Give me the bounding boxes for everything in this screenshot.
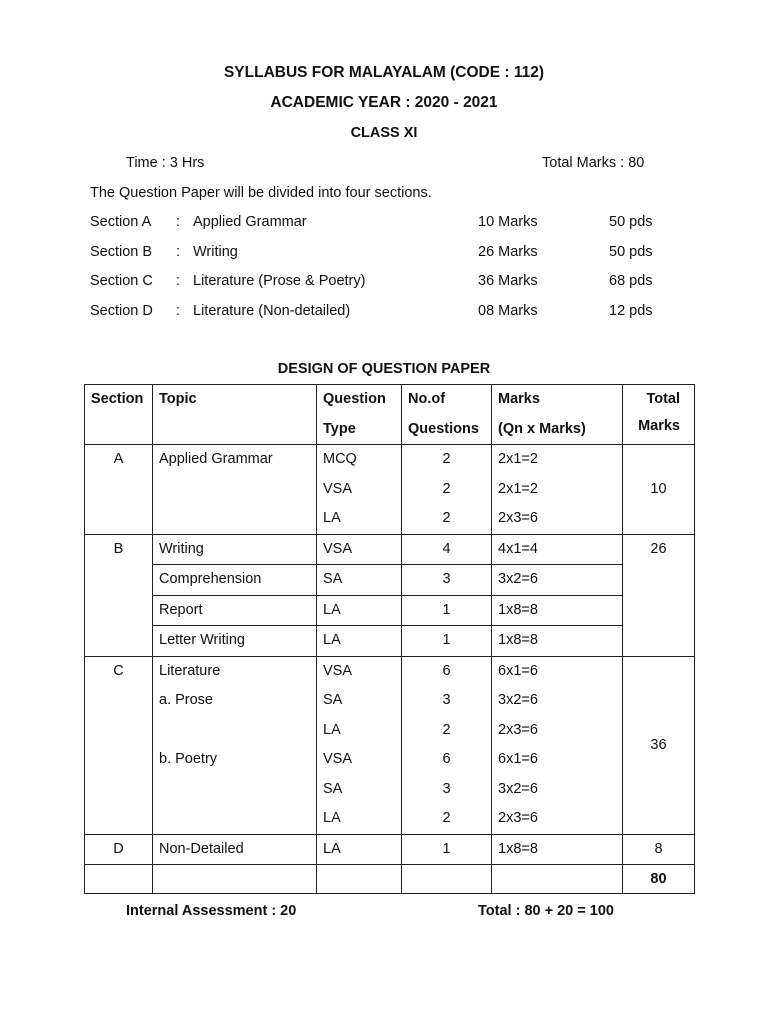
topic-cell [153,595,317,626]
marks-text: 2x1=2 [498,451,538,467]
topic-text [153,804,316,834]
section-name: Section D [90,303,153,319]
header-section: Section [85,385,153,445]
section-cell [85,834,153,865]
type-text: LA [323,721,341,738]
group-total-value: 8 [654,840,663,857]
marks-text: 3x2=6 [498,692,538,708]
section-sep: : [176,244,181,260]
group-total-value: 26 [650,540,667,557]
type-text: VSA [323,751,353,767]
type-text: SA [323,692,343,708]
marks-cell [492,595,623,626]
group-total-cell [623,534,695,656]
num-text: 2 [442,510,451,526]
section-sep: : [176,303,181,319]
topic-text: a. Prose [159,692,213,708]
topic-cell [153,656,317,834]
section-cell [85,656,153,834]
topic-text: Comprehension [159,571,262,587]
header-no-of-questions: No.of Questions [402,385,492,445]
table-row [85,626,695,657]
academic-year: ACADEMIC YEAR : 2020 - 2021 [270,94,498,111]
section-topic: Literature (Non-detailed) [193,303,351,319]
table-row [85,595,695,626]
num-text: 3 [442,692,451,708]
num-text: 3 [442,780,451,797]
section-letter: C [113,662,124,679]
section-cell [85,534,153,656]
section-name: Section B [90,244,153,260]
group-total-value: 36 [650,737,667,753]
marks-text: 3x2=6 [498,571,538,587]
num-cell [402,626,492,657]
num-cell [402,595,492,626]
marks-cell [492,565,623,596]
type-cell [317,656,402,834]
type-cell [317,565,402,596]
topic-cell [153,834,317,865]
topic-text [153,504,316,534]
num-text: 2 [442,721,451,738]
section-sep: : [176,273,181,289]
section-cell [85,445,153,535]
header-total-marks: Total Marks [623,385,695,445]
type-text: MCQ [323,451,357,467]
marks-text: 2x1=2 [498,480,538,497]
marks-text: 4x1=4 [498,540,538,557]
table-total-row [85,865,695,894]
marks-text: 1x8=8 [498,601,538,618]
table-cell [492,865,623,894]
table-row [85,656,695,834]
section-periods: 50 pds [609,244,653,260]
group-total-wrap [623,445,694,534]
section-topic: Literature (Prose & Poetry) [193,273,366,289]
section-letter: A [113,451,124,467]
num-text: 6 [442,662,451,679]
table-row [85,834,695,865]
num-cell [402,565,492,596]
section-row-b [90,244,690,266]
num-cell [402,445,492,535]
type-text: LA [323,810,341,826]
group-total-cell [623,445,695,535]
section-periods: 50 pds [609,214,653,230]
type-cell [317,834,402,865]
type-text: VSA [323,662,353,679]
topic-text: Writing [159,540,204,557]
topic-text: Report [159,601,203,618]
table-cell [85,865,153,894]
type-cell [317,595,402,626]
topic-text [153,775,316,805]
section-row-c [90,273,690,295]
section-periods: 68 pds [609,273,653,289]
section-row-d [90,303,690,325]
type-text: LA [323,840,341,857]
total-marks-label: Total Marks : 80 [542,155,645,171]
section-marks: 36 Marks [478,273,538,289]
section-marks: 26 Marks [478,244,538,260]
type-text: VSA [323,540,353,557]
section-row-a [90,214,690,236]
marks-text: 2x3=6 [498,810,538,826]
num-text: 2 [442,480,451,497]
marks-text: 3x2=6 [498,780,538,797]
topic-cell [153,565,317,596]
section-name: Section C [90,273,153,289]
overall-total: Total : 80 + 20 = 100 [478,903,614,919]
section-marks: 08 Marks [478,303,538,319]
topic-text: b. Poetry [159,751,218,767]
type-text: SA [323,571,343,587]
section-letter: D [113,840,124,857]
num-text: 4 [442,540,451,557]
num-text: 1 [442,632,451,648]
topic-text: Letter Writing [159,632,245,648]
header-marks: Marks (Qn x Marks) [492,385,623,445]
num-cell [402,656,492,834]
num-text: 2 [442,810,451,826]
table-row [85,565,695,596]
type-cell [317,445,402,535]
marks-text: 2x3=6 [498,721,538,738]
num-cell [402,534,492,565]
question-paper-table [84,384,695,894]
group-total-cell [623,834,695,865]
topic-text [153,475,316,505]
topic-text: Non-Detailed [159,840,244,857]
num-text: 6 [442,751,451,767]
topic-text: Applied Grammar [159,451,273,467]
marks-cell [492,626,623,657]
header-question-type: Question Type [317,385,402,445]
section-name: Section A [90,214,152,230]
table-row [85,534,695,565]
table-cell [317,865,402,894]
type-text: LA [323,601,341,618]
topic-text [153,716,316,746]
marks-text: 1x8=8 [498,840,538,857]
type-cell [317,534,402,565]
time-label: Time : 3 Hrs [126,155,205,171]
section-topic: Applied Grammar [193,214,307,230]
table-cell [402,865,492,894]
num-text: 2 [442,451,451,467]
num-text: 3 [442,571,451,587]
section-periods: 12 pds [609,303,653,319]
type-text: LA [323,632,341,648]
type-text: SA [323,780,343,797]
marks-cell [492,534,623,565]
marks-text: 2x3=6 [498,510,538,526]
marks-cell [492,656,623,834]
section-marks: 10 Marks [478,214,538,230]
group-total-value: 10 [650,481,667,498]
grand-total-cell [623,865,695,894]
table-row [85,445,695,535]
grand-total-value: 80 [650,871,667,887]
topic-cell [153,626,317,657]
table-cell [153,865,317,894]
group-total-wrap [623,657,694,834]
table-header-row [85,385,695,445]
topic-cell [153,445,317,535]
intro-text: The Question Paper will be divided into four sections. [90,185,432,201]
type-text: VSA [323,480,353,497]
design-title: DESIGN OF QUESTION PAPER [277,361,491,377]
page-title: SYLLABUS FOR MALAYALAM (CODE : 112) [223,64,545,81]
num-text: 1 [442,840,451,857]
section-sep: : [176,214,181,230]
marks-text: 6x1=6 [498,662,538,679]
section-topic: Writing [193,244,238,260]
marks-text: 1x8=8 [498,632,538,648]
topic-text: Literature [159,662,221,679]
type-cell [317,626,402,657]
marks-text: 6x1=6 [498,751,538,767]
class-label: CLASS XI [350,125,418,141]
internal-assessment: Internal Assessment : 20 [126,903,297,919]
type-text: LA [323,510,341,526]
num-text: 1 [442,601,451,618]
num-cell [402,834,492,865]
marks-cell [492,834,623,865]
header-topic: Topic [153,385,317,445]
section-letter: B [113,540,124,557]
topic-cell [153,534,317,565]
group-total-cell [623,656,695,834]
marks-cell [492,445,623,535]
